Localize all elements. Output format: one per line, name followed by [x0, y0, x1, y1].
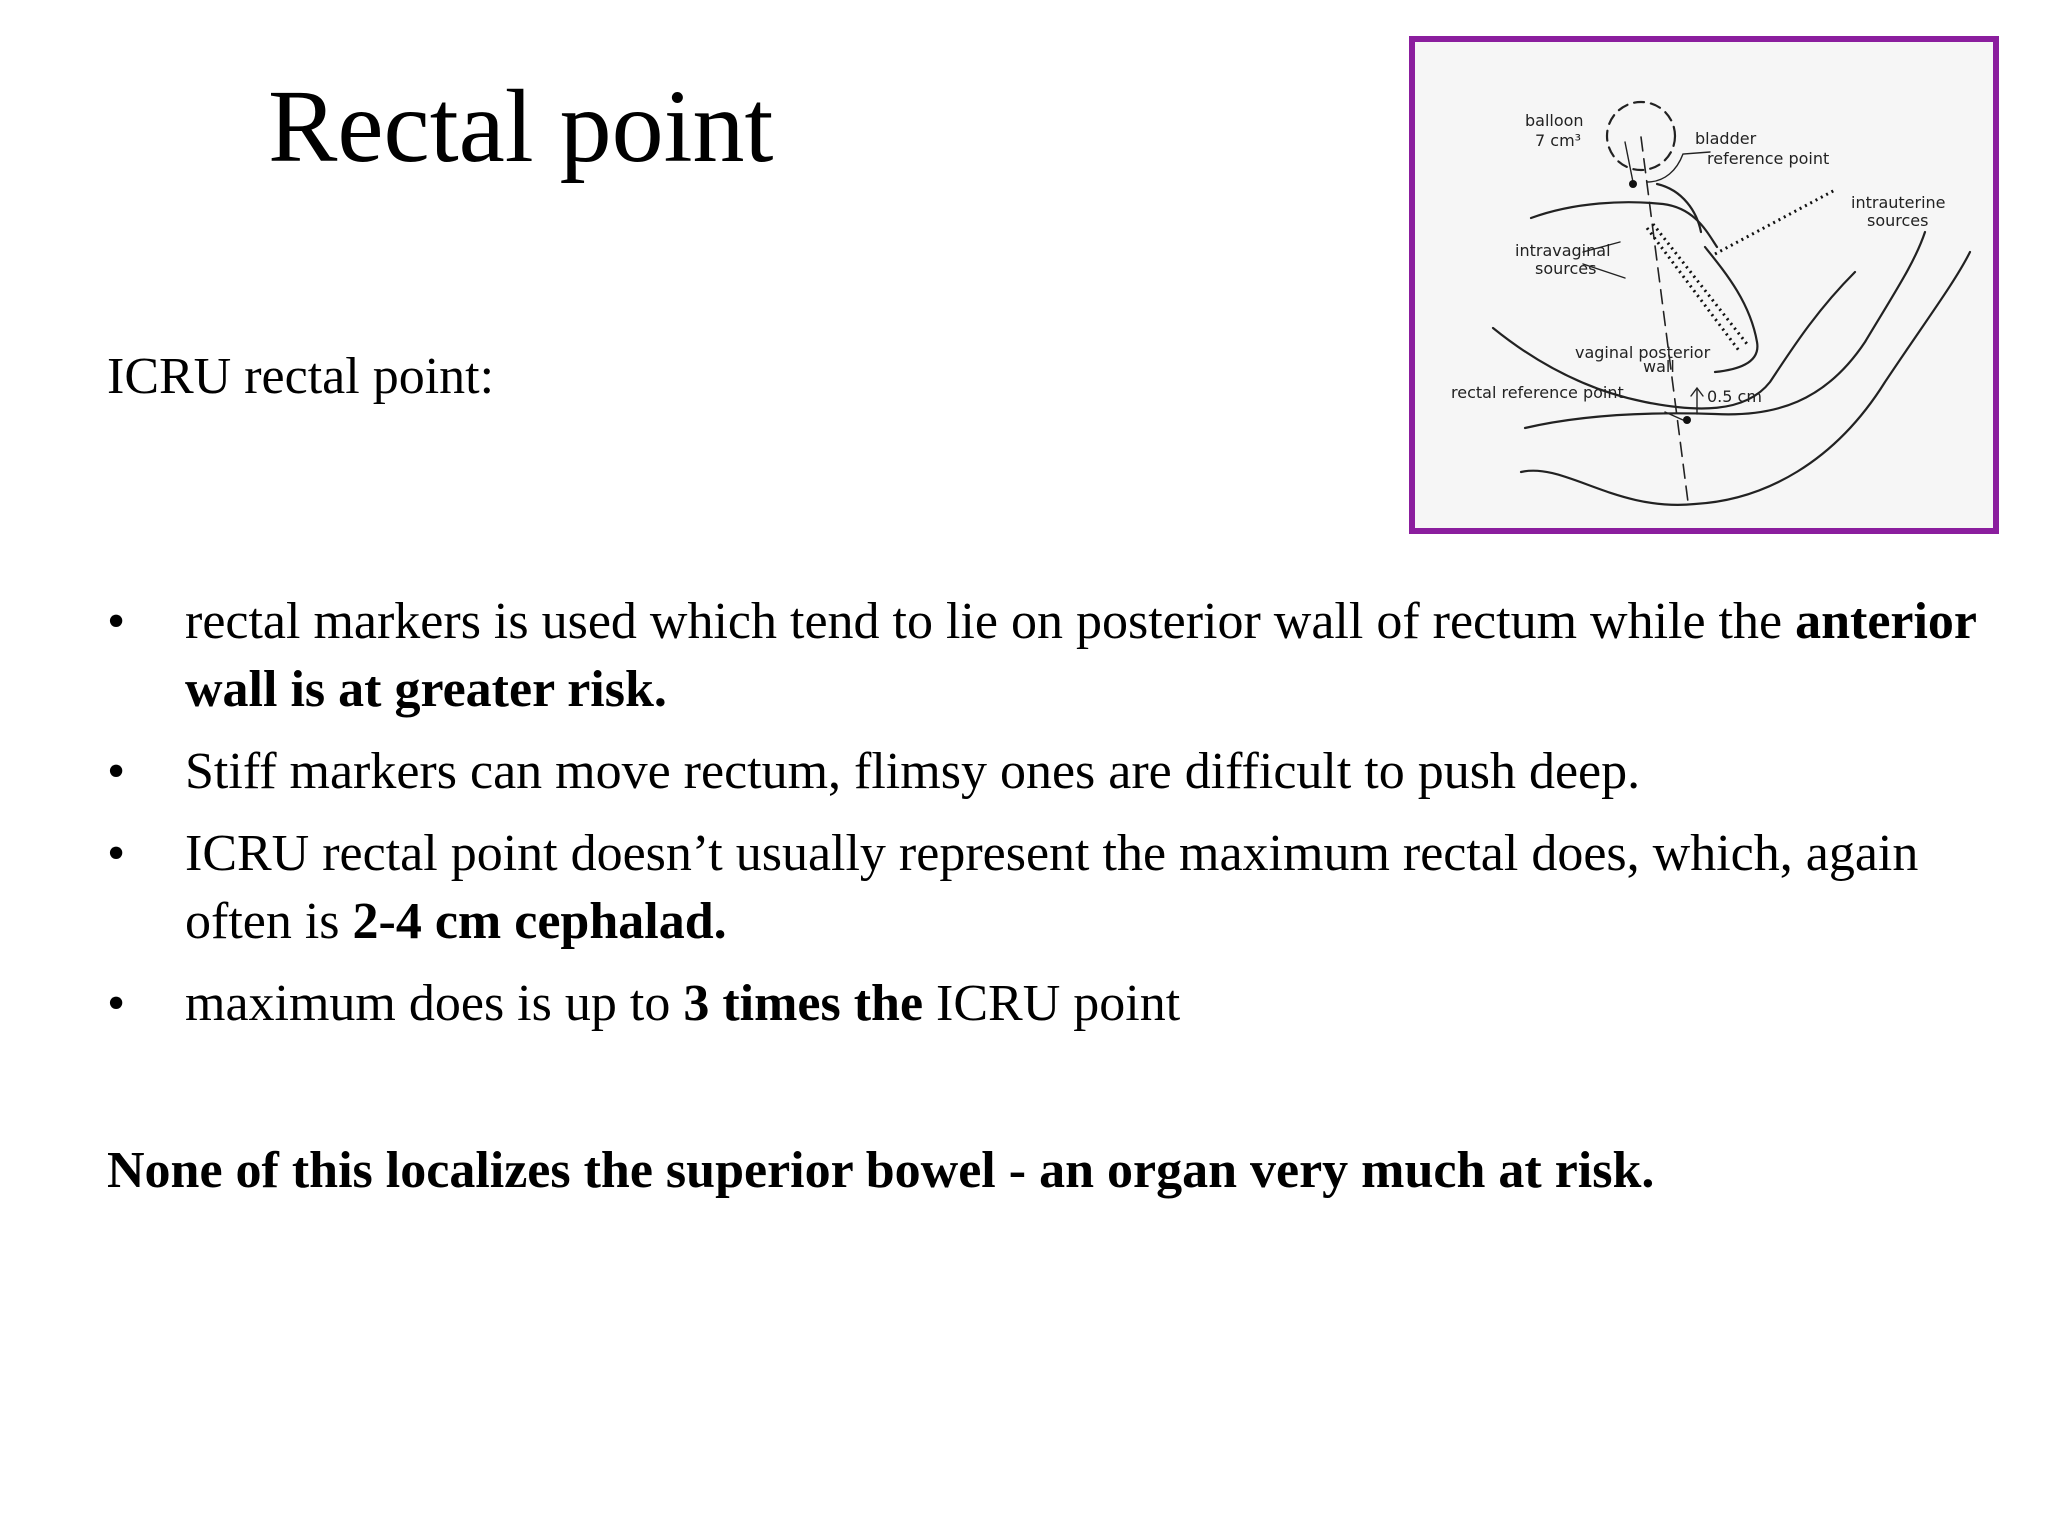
conclusion: None of this localizes the superior bowel - an organ very much at risk.: [107, 1142, 1655, 1199]
bullet-list: [107, 588, 1987, 1052]
anatomy-diagram-drawing: [1415, 42, 1993, 528]
label-intrauterine-sources: sources: [1867, 211, 1929, 230]
anatomy-diagram: [1409, 36, 1999, 534]
bullet-text: Stiff markers can move rectum, flimsy ones are difficult to push deep.: [185, 743, 1641, 800]
label-bladder-ref: reference point: [1707, 149, 1830, 168]
rectum-lower-curve: [1521, 252, 1970, 505]
bullet-item: [107, 820, 1987, 956]
bladder-reference-dot: [1629, 180, 1637, 188]
label-vaginal-wall-2: wall: [1643, 357, 1675, 376]
rectal-reference-dot: [1683, 416, 1691, 424]
bullet-symbol: •: [107, 825, 126, 882]
bullet-bold-text: anterior wall is at greater risk.: [185, 593, 1977, 718]
bullet-item: [107, 970, 1987, 1038]
bullet-text: ICRU rectal point doesn’t usually represent the maximum rectal does, which, again often is: [185, 825, 1919, 950]
bullet-symbol: •: [107, 743, 126, 800]
bullet-item: [107, 738, 1987, 806]
slide-title: Rectal point: [268, 69, 774, 184]
intrauterine-source: [1715, 190, 1835, 254]
balloon-outline: [1607, 102, 1675, 170]
label-vaginal-wall-1: vaginal posterior: [1575, 343, 1711, 362]
bullet-bold-text: 3 times the: [683, 975, 924, 1032]
label-balloon-volume: 7 cm³: [1535, 131, 1582, 150]
balloon-leader: [1625, 142, 1633, 182]
bullet-bold-text: 2-4 cm cephalad.: [352, 893, 727, 950]
bullet-item: [107, 588, 1987, 724]
bullet-text: maximum does is up to: [185, 975, 684, 1032]
subheading: ICRU rectal point:: [107, 348, 495, 405]
label-rectal-ref: rectal reference point: [1451, 383, 1624, 402]
label-bladder: bladder: [1695, 129, 1757, 148]
label-balloon: balloon: [1525, 111, 1584, 130]
label-intravaginal: intravaginal: [1515, 241, 1611, 260]
bullet-text: rectal markers is used which tend to lie on posterior wall of rectum while the: [185, 593, 1796, 650]
label-intravaginal-sources: sources: [1535, 259, 1597, 278]
uterus-curve: [1705, 247, 1757, 372]
label-distance: 0.5 cm: [1707, 387, 1762, 406]
bullet-symbol: •: [107, 593, 126, 650]
label-intrauterine: intrauterine: [1851, 193, 1946, 212]
bullet-symbol: •: [107, 975, 126, 1032]
reference-axis: [1641, 137, 1688, 502]
bullet-tail-text: ICRU point: [923, 975, 1181, 1032]
